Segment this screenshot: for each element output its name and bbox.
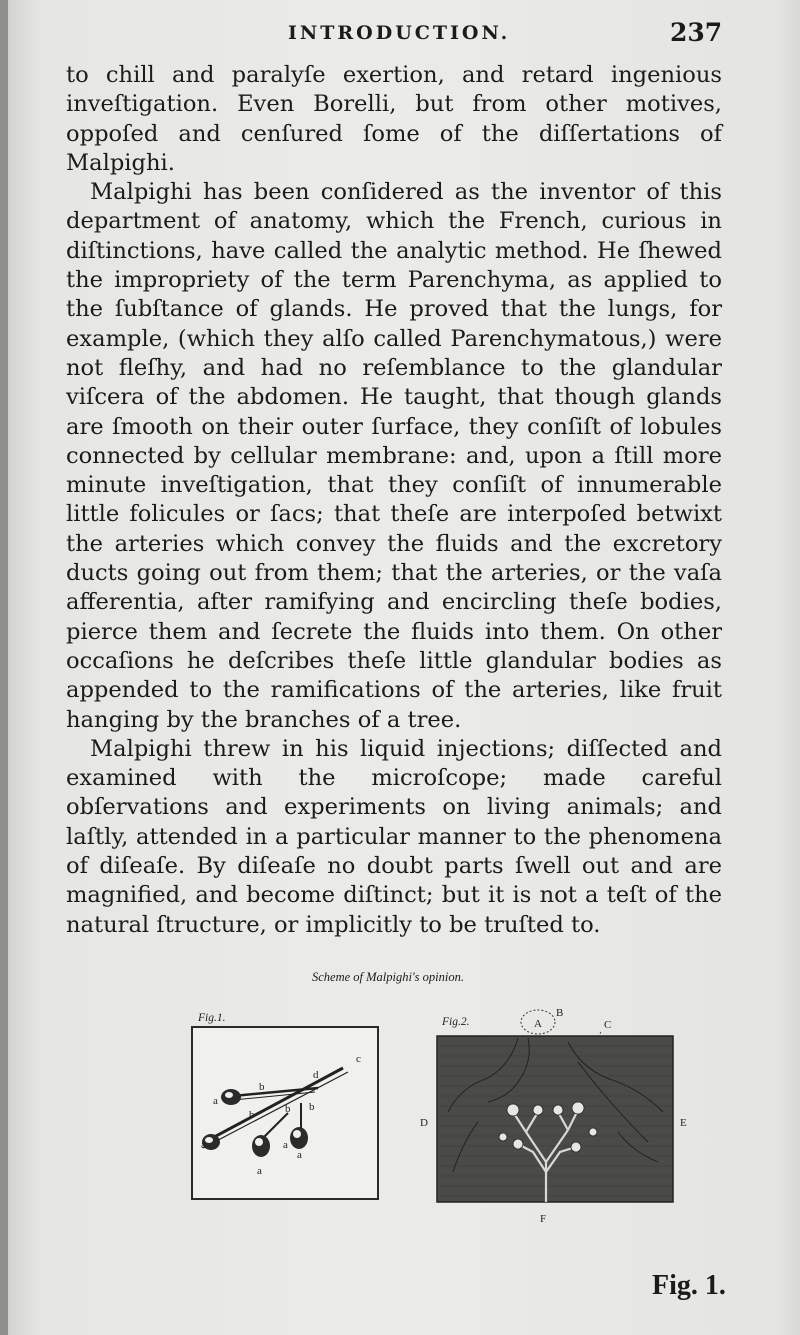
fig1-letter-b-1: b: [259, 1081, 265, 1093]
fig1-letter-b-3: b: [285, 1103, 291, 1115]
figure-2-engraving: [418, 1002, 698, 1232]
fig1-letter-a-bottom: a: [257, 1165, 262, 1177]
figure-number-label: Fig. 1.: [652, 1270, 726, 1301]
fig1-letter-c: c: [356, 1053, 361, 1065]
paragraph-3: Malpighi threw in his liquid injections; diſſected and examined with the microſcope; made careful obſervations and experiments on living animals; and laſtly, attended in a particular manner to the phenomena of diſeaſe. By diſeaſe no doubt parts ſwell out and are magnified, and become diſtinct; but it is not a teſt of the natural ſtructure, or implicitly to be truſted to.: [66, 735, 722, 938]
paragraph-1: to chill and paralyſe exertion, and retard ingenious inveſtigation. Even Borelli, but from other motives, oppoſed and cenſured ſome of the diſſertations of Malpighi.: [66, 62, 722, 176]
fig2-label: Fig.2.: [442, 1016, 470, 1028]
fig2-letter-E: E: [680, 1117, 687, 1129]
fig1-letter-a-left: a: [201, 1139, 206, 1151]
fig2-letter-C: C: [604, 1019, 612, 1031]
fig1-letter-d: d: [313, 1069, 319, 1081]
fig1-letter-a-right: a: [297, 1149, 302, 1161]
fig1-letter-b-2: b: [249, 1109, 255, 1121]
page-gutter: [0, 0, 8, 1335]
paragraph-2: Malpighi has been conſidered as the inventor of this department of anatomy, which the French, curious in diſtinctions, have called the analytic method. He ſhewed the impropriety of the term Parenchyma, as applied to the ſubſtance of glands. He proved that the lungs, for example, (which they alſo called Parenchymatous,) were not fleſhy, and had no reſemblance to the glandular viſcera of the abdomen. He taught, that though glands are ſmooth on their outer ſurface, they conſiſt of lobules connected by cellular membrane: and, upon a ſtill more minute inveſtigation, that they conſiſt of innumerable little folicules or ſacs; that theſe are interpoſed betwixt the arteries which convey the fluids and the excretory ducts going out from them; that the arteries, or the vaſa afferentia, after ramifying and encircling theſe bodies, pierce them and ſecrete the fluids into them. On other occaſions he deſcribes theſe little glandular bodies as appended to the ramifications of the arteries, like fruit hanging by the branches of a tree.: [66, 179, 722, 733]
body-text: [66, 61, 722, 940]
fig1-letter-a-mid: a: [283, 1139, 288, 1151]
fig2-letter-F: F: [540, 1213, 547, 1225]
running-title: INTRODUCTION.: [288, 22, 511, 44]
fig2-letter-D: D: [420, 1117, 428, 1129]
figure-1-engraving: [191, 1026, 379, 1200]
fig2-letter-B: B: [556, 1007, 564, 1019]
page-number: 237: [670, 18, 723, 47]
fig1-letter-b-4: b: [309, 1101, 315, 1113]
figure-caption: Scheme of Malpighi's opinion.: [312, 970, 464, 984]
fig1-letter-a-top: a: [213, 1095, 218, 1107]
fig2-letter-A: A: [534, 1018, 542, 1030]
figure-1-drawing: [193, 1028, 377, 1198]
fig1-label: Fig.1.: [198, 1012, 226, 1024]
